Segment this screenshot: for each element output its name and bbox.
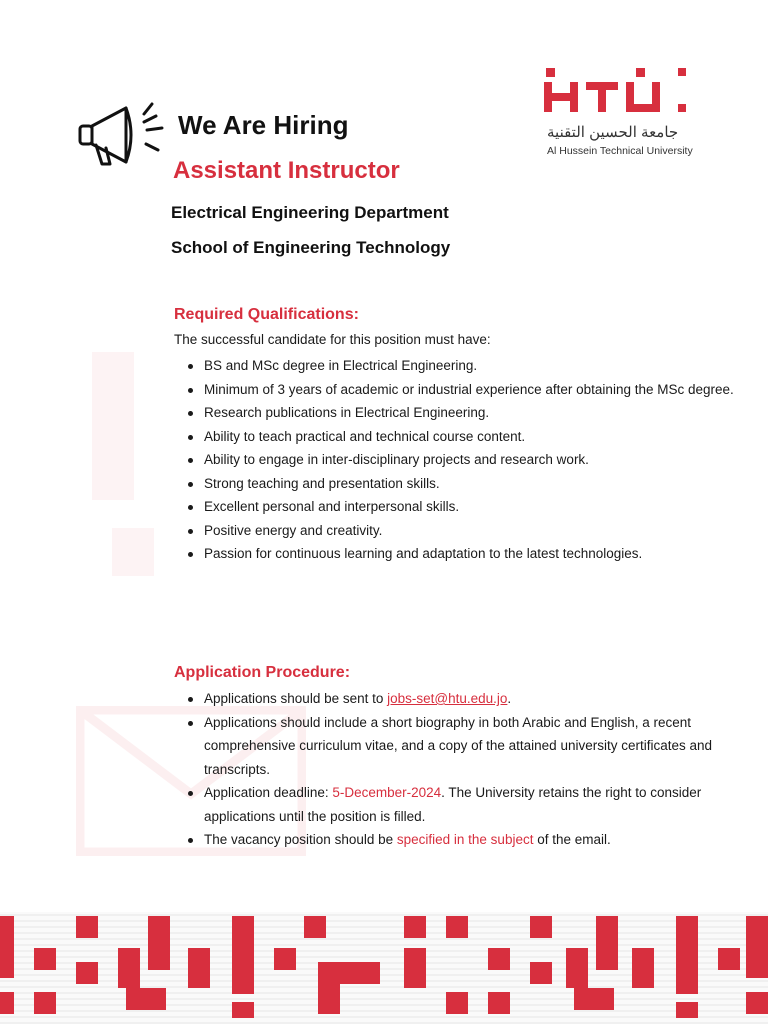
qualifications-intro: The successful candidate for this position must have: [174, 332, 491, 347]
list-item: Strong teaching and presentation skills. [186, 472, 746, 496]
exclamation-watermark-dot [112, 528, 154, 576]
procedure-item-text: . [507, 691, 512, 706]
hiring-heading: We Are Hiring [178, 110, 349, 140]
department-name: Electrical Engineering Department [171, 203, 449, 222]
list-item: Minimum of 3 years of academic or industrial experience after obtaining the MSc degree. [186, 378, 746, 402]
university-arabic-name: جامعة الحسين التقنية [547, 124, 679, 141]
procedure-item-text: The vacancy position should be [204, 832, 397, 847]
exclamation-watermark-bar [92, 352, 134, 500]
position-title: Assistant Instructor [173, 157, 400, 184]
list-item [186, 828, 746, 852]
list-item: Ability to engage in inter-disciplinary projects and research work. [186, 448, 746, 472]
list-item: Research publications in Electrical Engineering. [186, 401, 746, 425]
subject-highlight: specified in the subject [396, 832, 534, 847]
procedure-list [186, 687, 746, 852]
procedure-item-text: of the email. [533, 832, 611, 847]
list-item: Passion for continuous learning and adaptation to the latest technologies. [186, 542, 746, 566]
list-item: BS and MSc degree in Electrical Engineering. [186, 354, 746, 378]
list-item [186, 781, 746, 828]
procedure-item-text: . The University retains the right to consider applications until the position is filled. [204, 785, 702, 824]
deadline-date: 5-December-2024 [332, 785, 442, 800]
megaphone-icon [74, 98, 170, 172]
school-name: School of Engineering Technology [171, 238, 451, 257]
procedure-item-text: Applications should be sent to [204, 691, 388, 706]
footer-pattern [0, 912, 768, 1024]
list-item: Excellent personal and interpersonal skills. [186, 495, 746, 519]
list-item [186, 687, 746, 711]
procedure-heading: Application Procedure: [174, 664, 351, 681]
decorative-footer-band [0, 912, 768, 1024]
qualifications-list [186, 354, 746, 566]
email-link[interactable]: jobs-set@htu.edu.jo [387, 691, 508, 706]
qualifications-heading: Required Qualifications: [174, 306, 359, 323]
list-item: Ability to teach practical and technical course content. [186, 425, 746, 449]
list-item: Positive energy and creativity. [186, 519, 746, 543]
list-item: Applications should include a short biography in both Arabic and English, a recent comprehensive curriculum vitae, and a copy of the attained university certificates and transcripts. [186, 711, 746, 782]
university-english-name: Al Hussein Technical University [547, 145, 693, 157]
procedure-item-text: Application deadline: [204, 785, 333, 800]
